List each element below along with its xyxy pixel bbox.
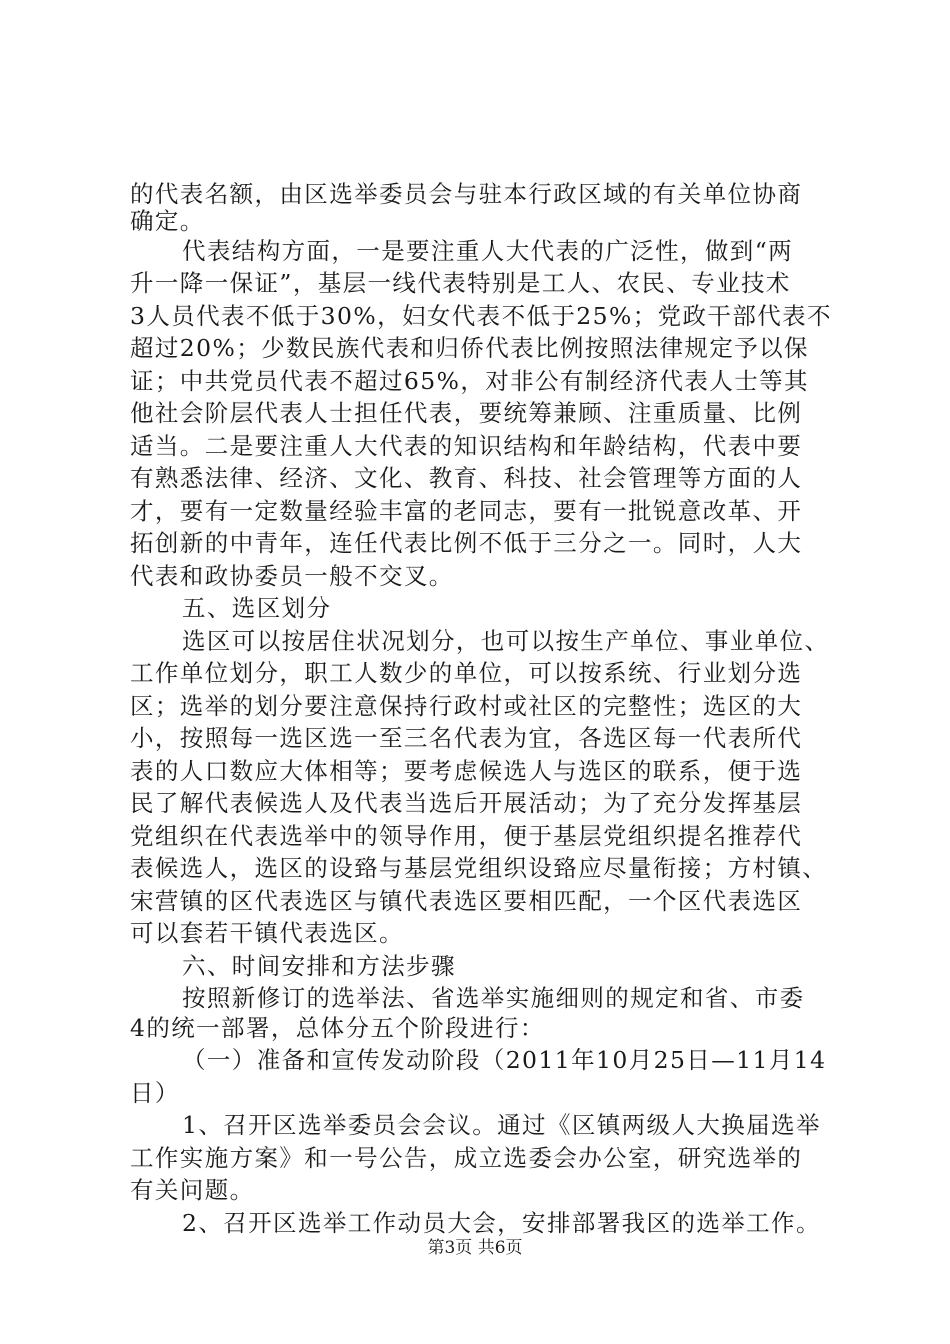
body-text-line: 日） (130, 1079, 180, 1107)
body-text-line: 党组织在代表选举中的领导作用，便于基层党组织提名推荐代 (130, 822, 803, 850)
body-text-line: 小，按照每一选区选一至三名代表为宜，各选区每一代表所代 (130, 724, 803, 752)
body-text-line: 有关问题。 (130, 1176, 255, 1204)
body-text-line: 民了解代表候选人及代表当选后开展活动；为了充分发挥基层 (130, 789, 803, 817)
body-text-line: 的代表名额，由区选举委员会与驻本行政区域的有关单位协商 (130, 180, 803, 208)
body-text-line: 代表结构方面，一是要注重人大代表的广泛性，做到“两 (182, 237, 794, 265)
body-text-line: 有熟悉法律、经济、文化、教育、科技、社会管理等方面的人 (130, 464, 803, 492)
section-heading: 五、选区划分 (182, 594, 332, 622)
body-text-line: 工作单位划分，职工人数少的单位，可以按系统、行业划分选 (130, 659, 803, 687)
body-text-line: 可以套若干镇代表选区。 (130, 919, 404, 947)
body-text-line: 4的统一部署，总体分五个阶段进行： (130, 1014, 545, 1042)
body-text-line: 才，要有一定数量经验丰富的老同志，要有一批锐意改革、开 (130, 497, 803, 525)
body-text-line: 拓创新的中青年，连任代表比例不低于三分之一。同时，人大 (130, 529, 803, 557)
body-text-line: 工作实施方案》和一号公告，成立选委会办公室，研究选举的 (130, 1144, 803, 1172)
body-text-line: 适当。二是要注重人大代表的知识结构和年龄结构，代表中要 (130, 432, 803, 460)
body-text-line: 区；选举的划分要注意保持行政村或社区的完整性；选区的大 (130, 692, 803, 720)
body-text-line: 按照新修订的选举法、省选举实施细则的规定和省、市委 (182, 984, 805, 1012)
body-text-line: 代表和政协委员一般不交叉。 (130, 562, 454, 590)
body-text-line: 3人员代表不低于30%，妇女代表不低于25%；党政干部代表不 (130, 302, 832, 330)
body-text-line: 证；中共党员代表不超过65%，对非公有制经济代表人士等其 (130, 367, 809, 395)
body-text-line: 表候选人，选区的设臵与基层党组织设臵应尽量衔接；方村镇、 (130, 854, 828, 882)
section-heading: 六、时间安排和方法步骤 (182, 952, 456, 980)
body-text-line: 宋营镇的区代表选区与镇代表选区要相匹配，一个区代表选区 (130, 887, 803, 915)
body-text-line: （一）准备和宣传发动阶段（2011年10月25日—11月14 (182, 1046, 827, 1074)
body-text-line: 2、召开区选举工作动员大会，安排部署我区的选举工作。 (182, 1209, 821, 1237)
body-text-line: 表的人口数应大体相等；要考虑候选人与选区的联系，便于选 (130, 757, 803, 785)
body-text-line: 确定。 (130, 207, 205, 235)
body-text-line: 1、召开区选举委员会会议。通过《区镇两级人大换届选举 (182, 1111, 821, 1139)
body-text-line: 升一降一保证”，基层一线代表特别是工人、农民、专业技术 (130, 269, 791, 297)
body-text-line: 他社会阶层代表人士担任代表，要统筹兼顾、注重质量、比例 (130, 399, 803, 427)
body-text-line: 选区可以按居住状况划分，也可以按生产单位、事业单位、 (182, 627, 830, 655)
page-footer: 第3页 共6页 (427, 1238, 523, 1258)
body-text-line: 超过20%；少数民族代表和归侨代表比例按照法律规定予以保 (130, 334, 809, 362)
